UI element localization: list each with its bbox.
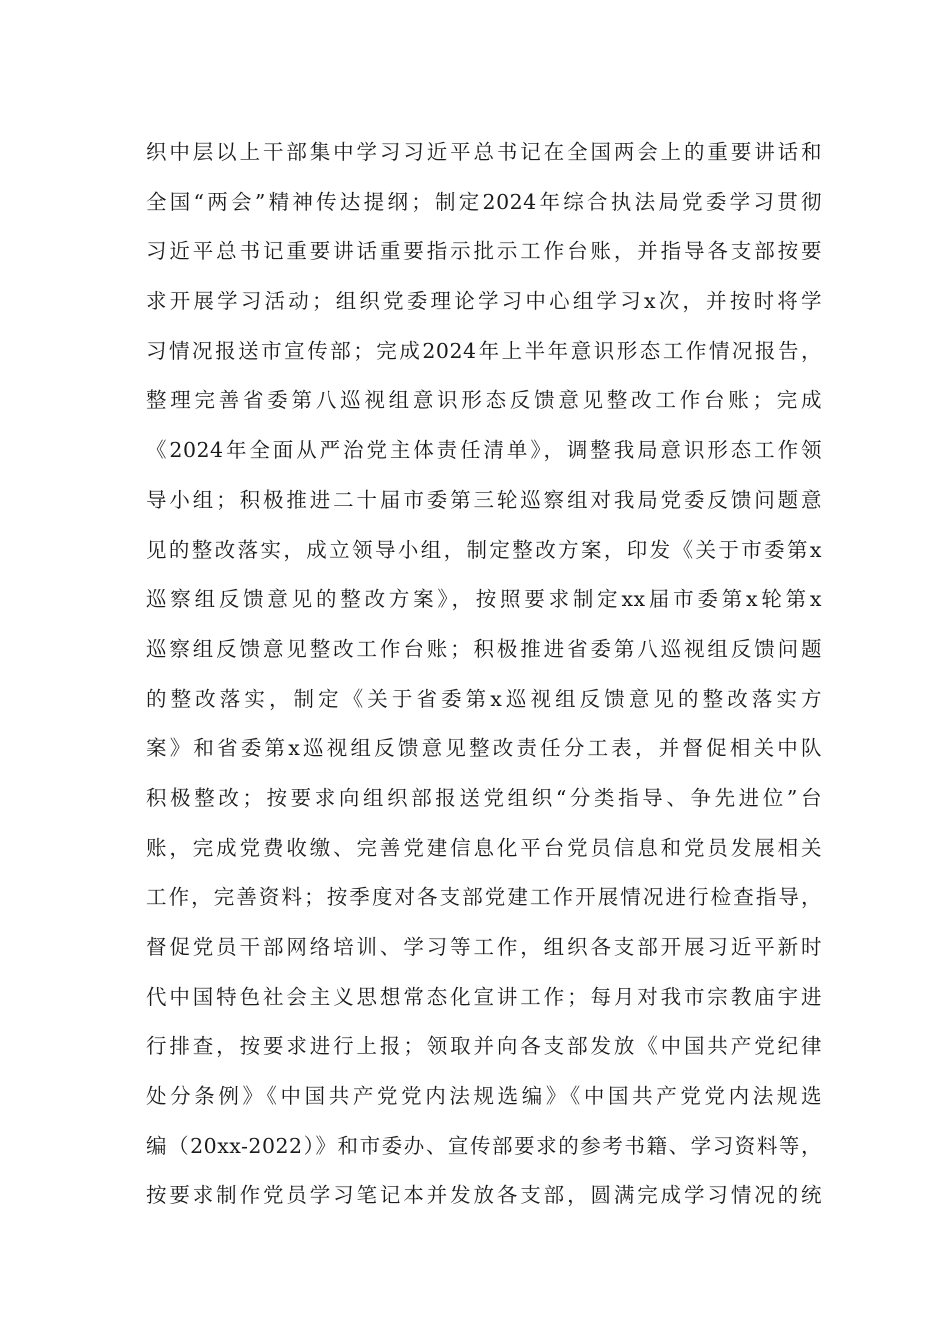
paragraph-line-1: 织中层以上干部集中学习习近平总书记在全国两会上的重要讲话和 bbox=[146, 140, 822, 164]
body-paragraph bbox=[146, 128, 822, 1221]
paragraph-line-8: 导小组；积极推进二十届市委第三轮巡察组对我局党委反馈问题意 bbox=[146, 487, 822, 512]
paragraph-line-16: 工作，完善资料；按季度对各支部党建工作开展情况进行检查指导， bbox=[146, 885, 822, 910]
paragraph-line-12: 的整改落实，制定《关于省委第x巡视组反馈意见的整改落实方 bbox=[146, 686, 822, 711]
paragraph-line-3: 习近平总书记重要讲话重要指示批示工作台账，并指导各支部按要 bbox=[146, 239, 822, 264]
paragraph-line-5: 习情况报送市宣传部；完成2024年上半年意识形态工作情况报告， bbox=[146, 338, 822, 363]
paragraph-line-19: 行排查，按要求进行上报；领取并向各支部发放《中国共产党纪律 bbox=[146, 1034, 822, 1059]
paragraph-line-9: 见的整改落实，成立领导小组，制定整改方案，印发《关于市委第x bbox=[146, 537, 822, 562]
paragraph-line-20: 处分条例》《中国共产党党内法规选编》《中国共产党党内法规选 bbox=[146, 1084, 822, 1109]
paragraph-line-18: 代中国特色社会主义思想常态化宣讲工作；每月对我市宗教庙宇进 bbox=[146, 984, 822, 1009]
paragraph-line-2: 全国“两会”精神传达提纲；制定2024年综合执法局党委学习贯彻 bbox=[146, 189, 822, 214]
paragraph-line-14: 积极整改；按要求向组织部报送党组织“分类指导、争先进位”台 bbox=[146, 785, 822, 810]
paragraph-line-7: 《2024年全面从严治党主体责任清单》，调整我局意识形态工作领 bbox=[146, 438, 822, 463]
paragraph-line-13: 案》和省委第x巡视组反馈意见整改责任分工表，并督促相关中队 bbox=[146, 736, 822, 761]
paragraph-line-6: 整理完善省委第八巡视组意识形态反馈意见整改工作台账；完成 bbox=[146, 388, 822, 413]
paragraph-line-10: 巡察组反馈意见的整改方案》，按照要求制定xx届市委第x轮第x bbox=[146, 587, 822, 612]
paragraph-line-17: 督促党员干部网络培训、学习等工作，组织各支部开展习近平新时 bbox=[146, 935, 822, 959]
paragraph-line-11: 巡察组反馈意见整改工作台账；积极推进省委第八巡视组反馈问题 bbox=[146, 636, 822, 661]
paragraph-line-22: 按要求制作党员学习笔记本并发放各支部，圆满完成学习情况的统 bbox=[146, 1183, 822, 1208]
paragraph-line-21: 编（20xx-2022）》和市委办、宣传部要求的参考书籍、学习资料等， bbox=[146, 1133, 822, 1158]
paragraph-line-4: 求开展学习活动；组织党委理论学习中心组学习x次，并按时将学 bbox=[146, 289, 822, 314]
paragraph-line-15: 账，完成党费收缴、完善党建信息化平台党员信息和党员发展相关 bbox=[146, 835, 822, 860]
